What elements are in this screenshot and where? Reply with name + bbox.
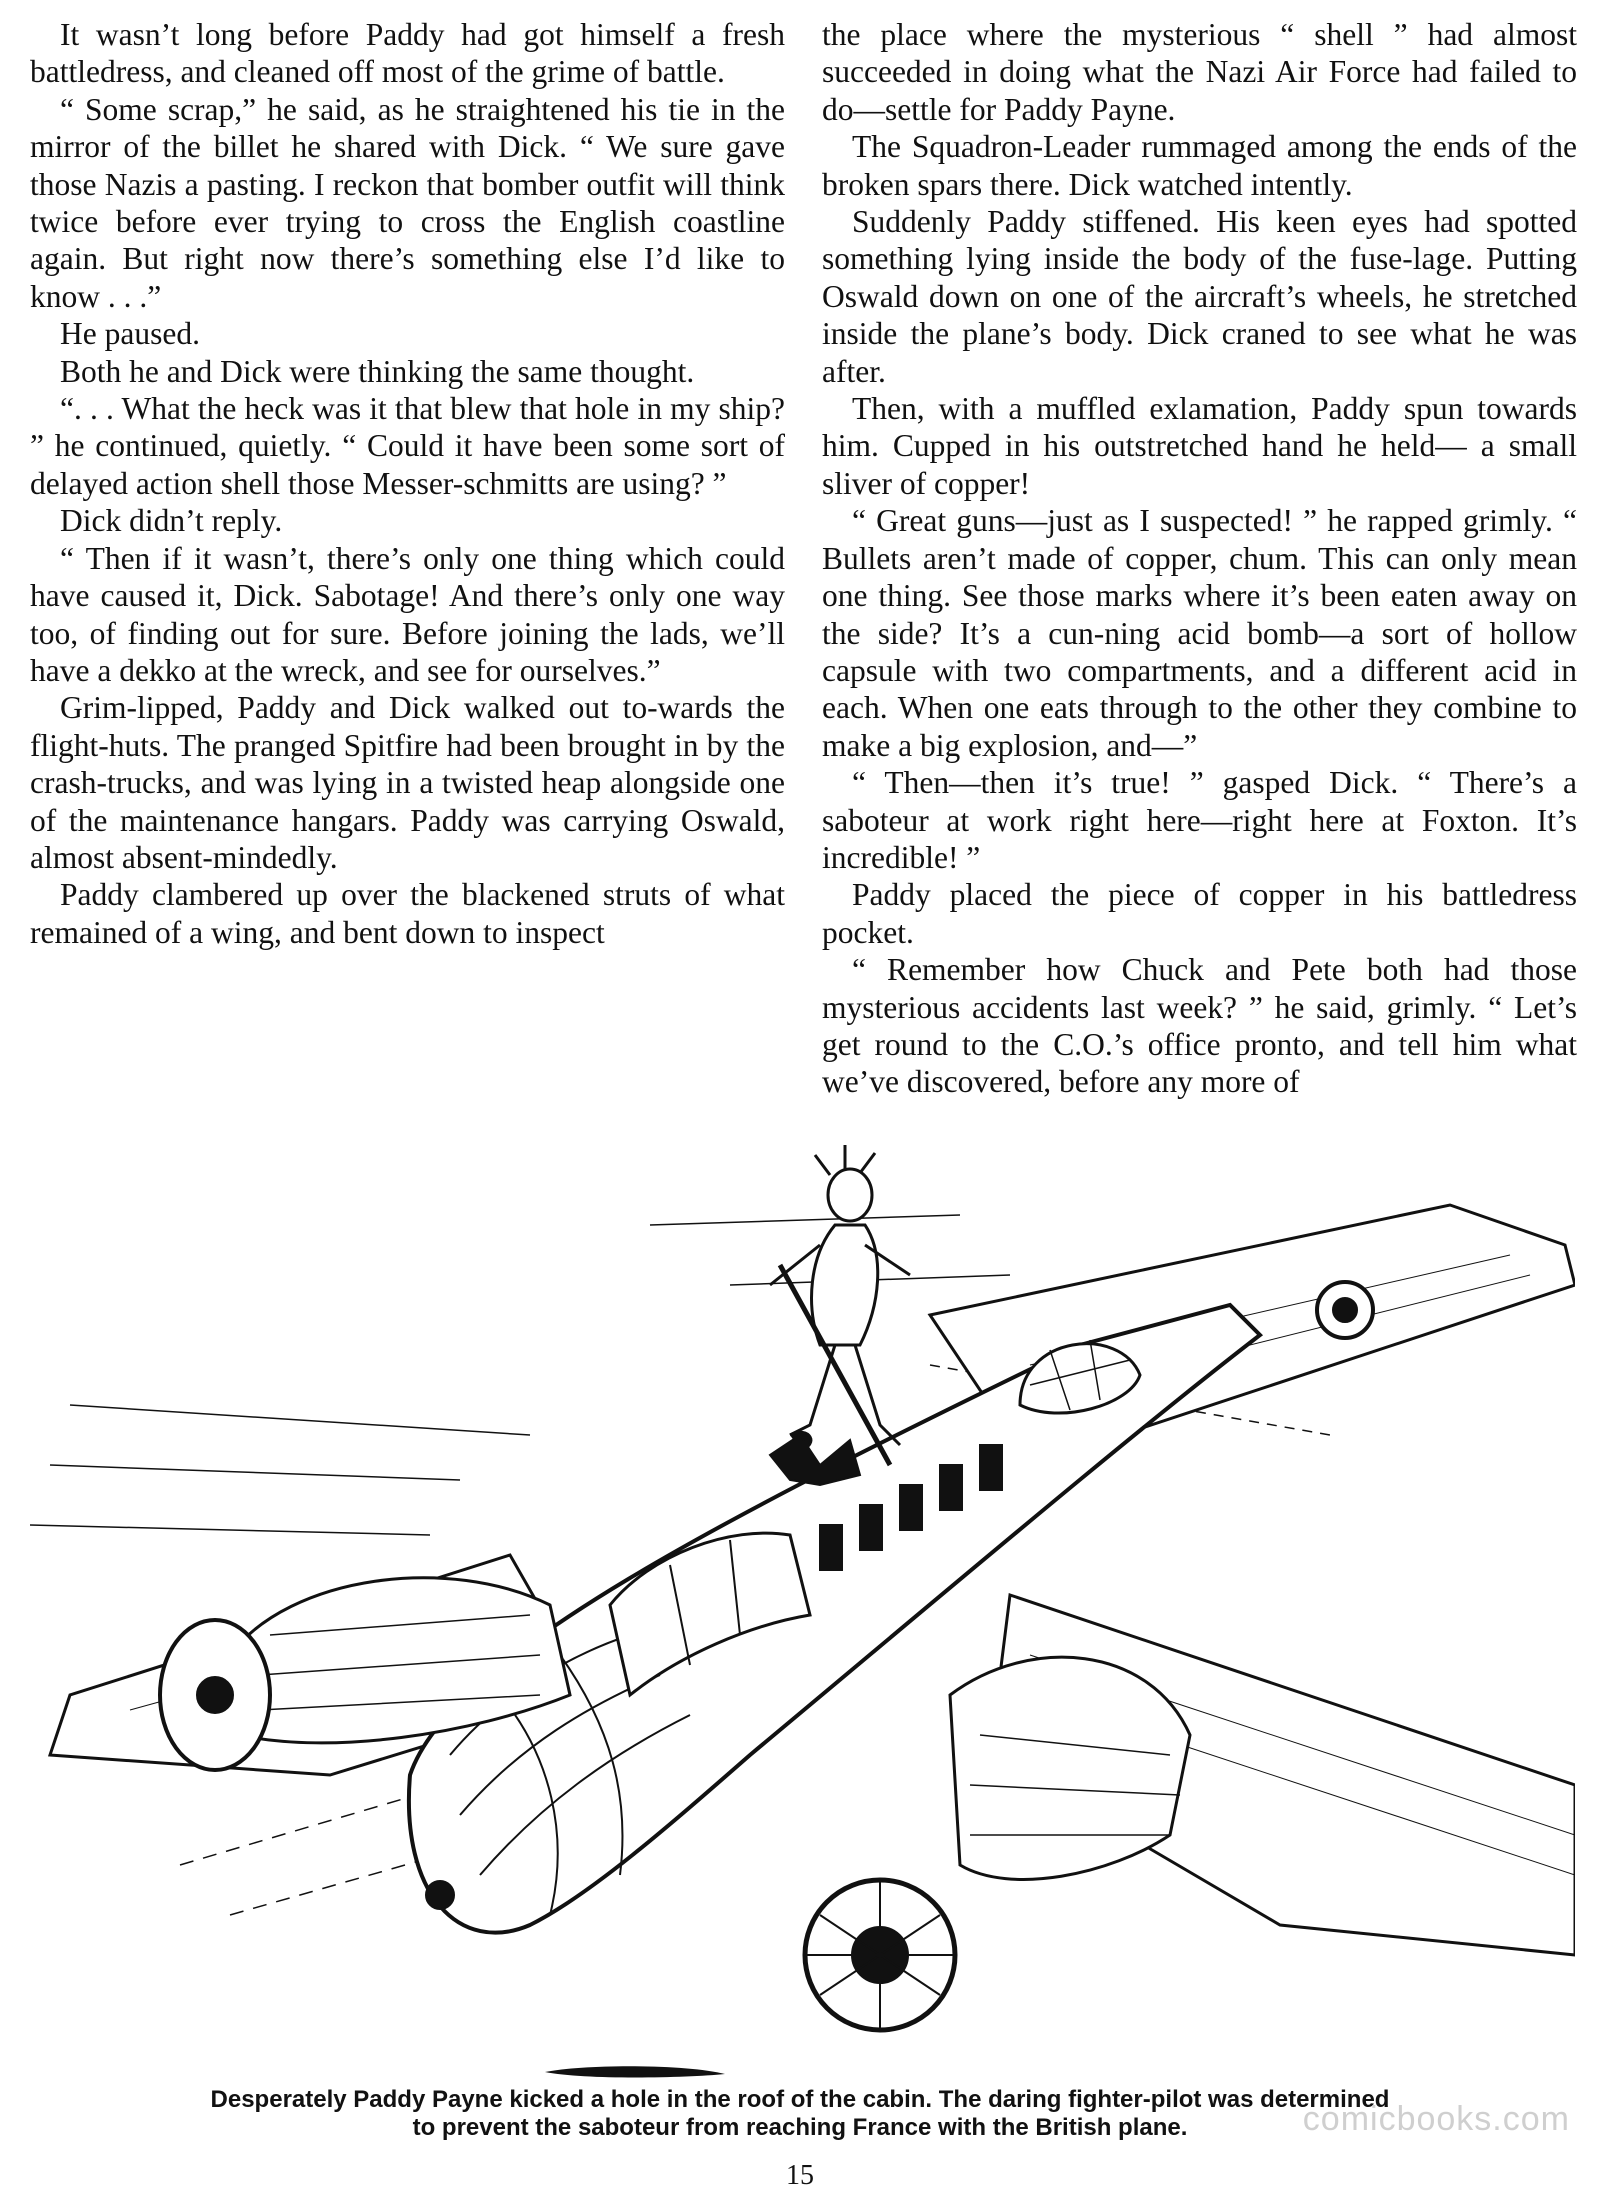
caption-line: Desperately Paddy Payne kicked a hole in the roof of the cabin. The daring fighter-pilot was determined bbox=[210, 2086, 1390, 2113]
paragraph: “ Then if it wasn’t, there’s only one thing which could have caused it, Dick. Sabotage! And there’s only one way too, of finding out for sure. Before joining the lads, we’ll have a dekko at the wreck, and see for ourselves.” bbox=[30, 540, 785, 688]
paragraph: the place where the mysterious “ shell ” had almost succeeded in doing what the Nazi Air Force had failed to do—settle for Paddy Payne. bbox=[822, 17, 1577, 127]
paragraph: Suddenly Paddy stiffened. His keen eyes had spotted something lying inside the body of the fuse-lage. Putting Oswald down on one of the aircraft’s wheels, he stretched inside the plane’s body. Dick craned to see what he was after. bbox=[822, 204, 1577, 389]
left-text-column bbox=[30, 16, 785, 951]
paragraph: Paddy placed the piece of copper in his battledress pocket. bbox=[822, 877, 1577, 950]
paragraph: Paddy clambered up over the blackened struts of what remained of a wing, and bent down to inspect bbox=[30, 877, 785, 950]
right-text-column bbox=[822, 16, 1577, 1101]
watermark: comicbooks.com bbox=[1302, 2100, 1570, 2138]
paragraph: “ Great guns—just as I suspected! ” he rapped grimly. “ Bullets aren’t made of copper, chum. This can only mean one thing. See those marks where it’s been eaten away on the side? It’s a cun-ning acid bomb—a sort of hollow capsule with two compartments, and a different acid in each. When one eats through to the other they combine to make a big explosion, and—” bbox=[822, 503, 1577, 763]
caption-brush-stroke bbox=[545, 2060, 725, 2082]
aircraft-illustration bbox=[30, 1135, 1575, 2055]
paragraph: The Squadron-Leader rummaged among the ends of the broken spars there. Dick watched intently. bbox=[822, 129, 1577, 202]
page-number: 15 bbox=[786, 2160, 814, 2191]
caption-line: to prevent the saboteur from reaching France with the British plane. bbox=[412, 2114, 1188, 2141]
paragraph: “ Remember how Chuck and Pete both had those mysterious accidents last week? ” he said, grimly. “ Let’s get round to the C.O.’s office pronto, and tell him what we’ve discovered, before any more of bbox=[822, 952, 1577, 1100]
paragraph: “ Some scrap,” he said, as he straightened his tie in the mirror of the billet he shared with Dick. “ We sure gave those Nazis a pasting. I reckon that bomber outfit will think twice before ever trying to cross the English coastline again. But right now there’s something else I’d like to know . . .” bbox=[30, 91, 785, 314]
paragraph: Dick didn’t reply. bbox=[60, 503, 283, 539]
paragraph: It wasn’t long before Paddy had got himself a fresh battledress, and cleaned off most of the grime of battle. bbox=[30, 17, 785, 90]
paragraph: He paused. bbox=[60, 316, 200, 352]
paragraph: “ Then—then it’s true! ” gasped Dick. “ There’s a saboteur at work right here—right here at Foxton. It’s incredible! ” bbox=[822, 765, 1577, 875]
paragraph: “. . . What the heck was it that blew that hole in my ship? ” he continued, quietly. “ Could it have been some sort of delayed action shell those Messer-schmitts are using? ” bbox=[30, 391, 785, 501]
paragraph: Grim-lipped, Paddy and Dick walked out to-wards the flight-huts. The pranged Spitfire had been brought in by the crash-trucks, and was lying in a twisted heap alongside one of the maintenance hangars. Paddy was carrying Oswald, almost absent-mindedly. bbox=[30, 690, 785, 875]
paragraph: Then, with a muffled exlamation, Paddy spun towards him. Cupped in his outstretched hand he held— a small sliver of copper! bbox=[822, 391, 1577, 501]
paragraph: Both he and Dick were thinking the same thought. bbox=[60, 353, 695, 389]
